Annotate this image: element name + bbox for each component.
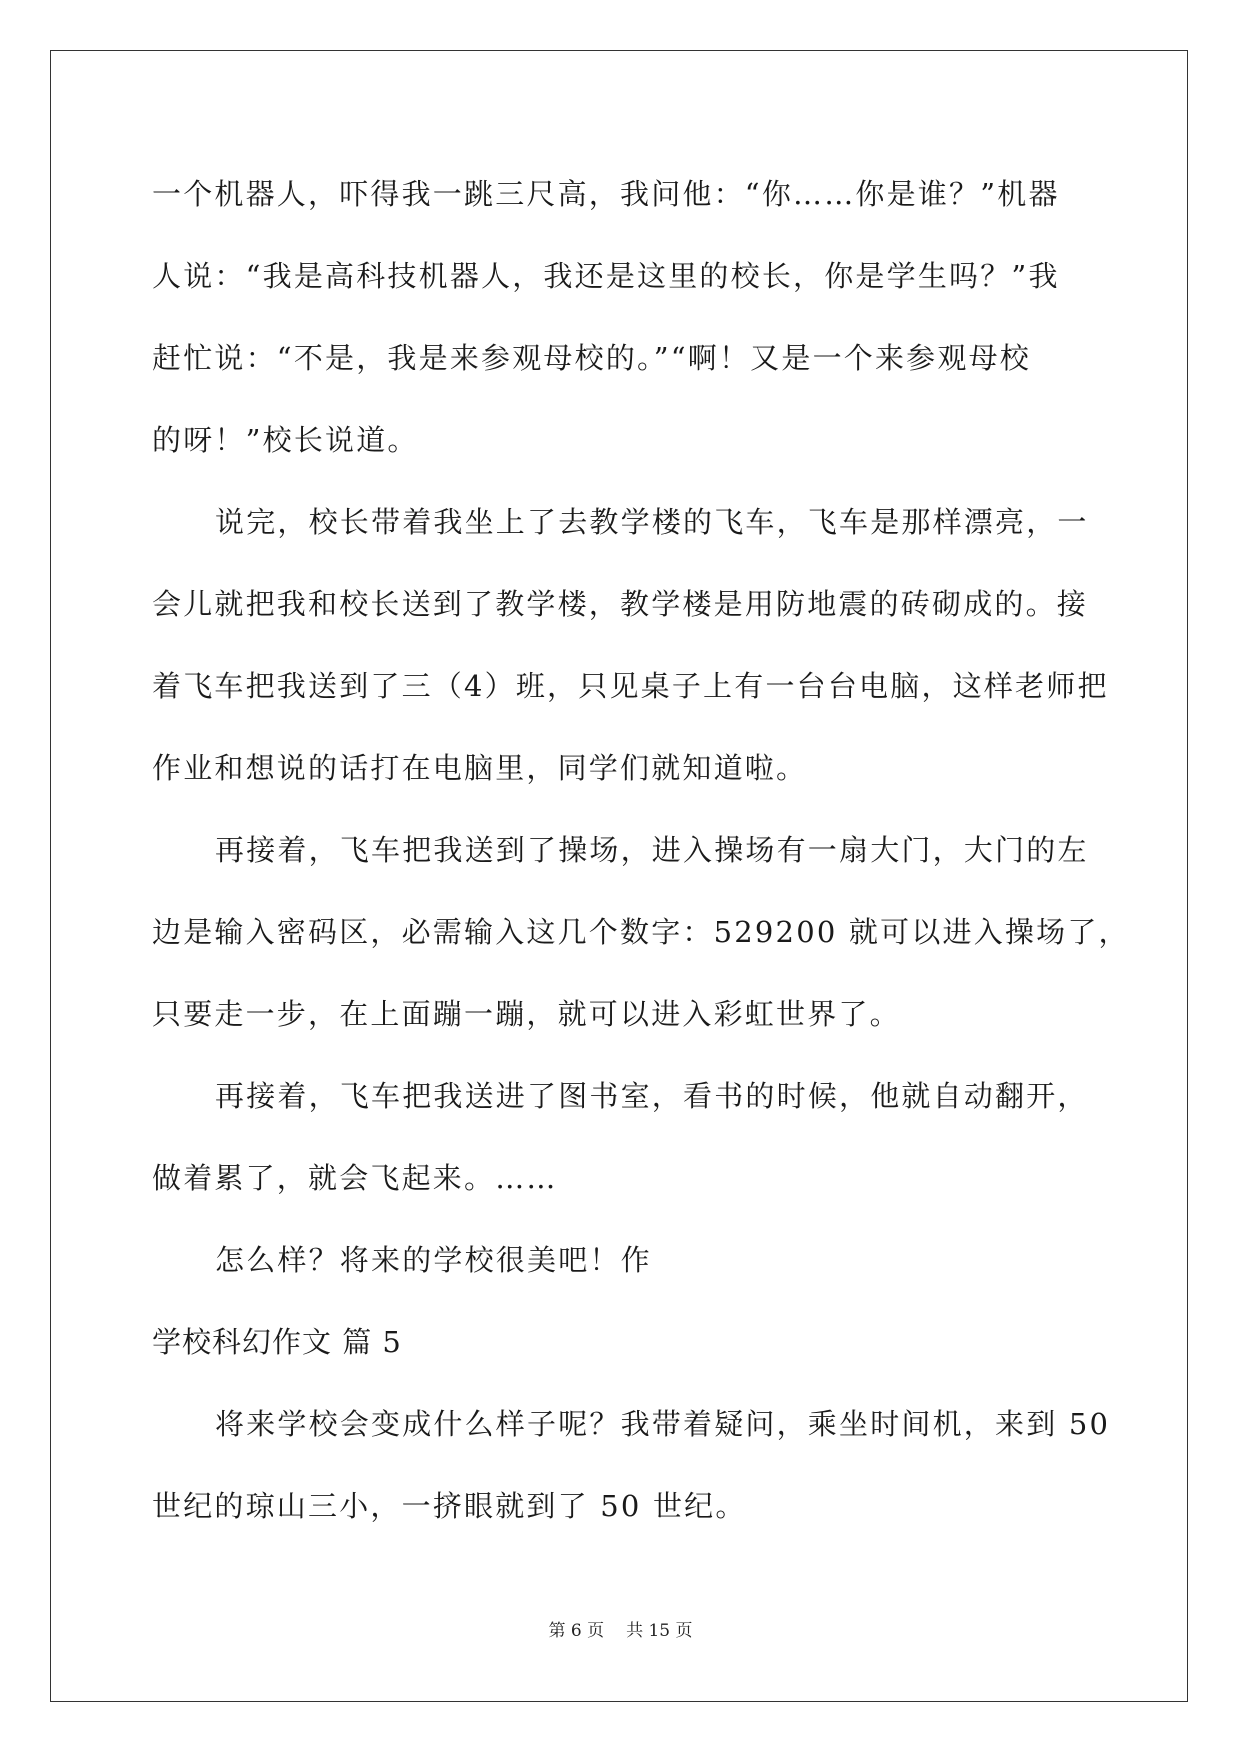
paragraph-start: 说完，校长带着我坐上了去教学楼的飞车，飞车是那样漂亮，一 [215,505,1089,539]
paragraph-start: 将来学校会变成什么样子呢？我带着疑问，乘坐时间机，来到 50 [215,1407,1111,1441]
text-line: 会儿就把我和校长送到了教学楼，教学楼是用防地震的砖砌成的。接 [152,587,1089,621]
text-line: 的呀！”校长说道。 [152,423,419,457]
text-line: 边是输入密码区，必需输入这几个数字：529200 就可以进入操场了， [152,915,1130,949]
text-line: 一个机器人，吓得我一跳三尺高，我问他：“你……你是谁？”机器 [152,177,1060,211]
text-line: 赶忙说：“不是，我是来参观母校的。”“啊！又是一个来参观母校 [152,341,1031,375]
section-title: 学校科幻作文 篇 5 [152,1325,402,1359]
text-line: 做着累了，就会飞起来。…… [152,1161,558,1195]
text-line: 着飞车把我送到了三（4）班，只见桌子上有一台台电脑，这样老师把 [152,669,1109,703]
text-line: 只要走一步，在上面蹦一蹦，就可以进入彩虹世界了。 [152,997,901,1031]
page-footer [0,1616,1241,1641]
page-total: 共 15 页 [626,1621,693,1641]
paragraph-start: 怎么样？将来的学校很美吧！作 [215,1243,652,1277]
text-line: 作业和想说的话打在电脑里，同学们就知道啦。 [152,751,808,785]
paragraph-start: 再接着，飞车把我送到了操场，进入操场有一扇大门，大门的左 [215,833,1089,867]
document-body [152,153,1130,1547]
page-number: 第 6 页 [548,1621,605,1641]
text-line: 人说：“我是高科技机器人，我还是这里的校长，你是学生吗？”我 [152,259,1060,293]
paragraph-start: 再接着，飞车把我送进了图书室，看书的时候，他就自动翻开， [215,1079,1089,1113]
text-line: 世纪的琼山三小，一挤眼就到了 50 世纪。 [152,1489,747,1523]
